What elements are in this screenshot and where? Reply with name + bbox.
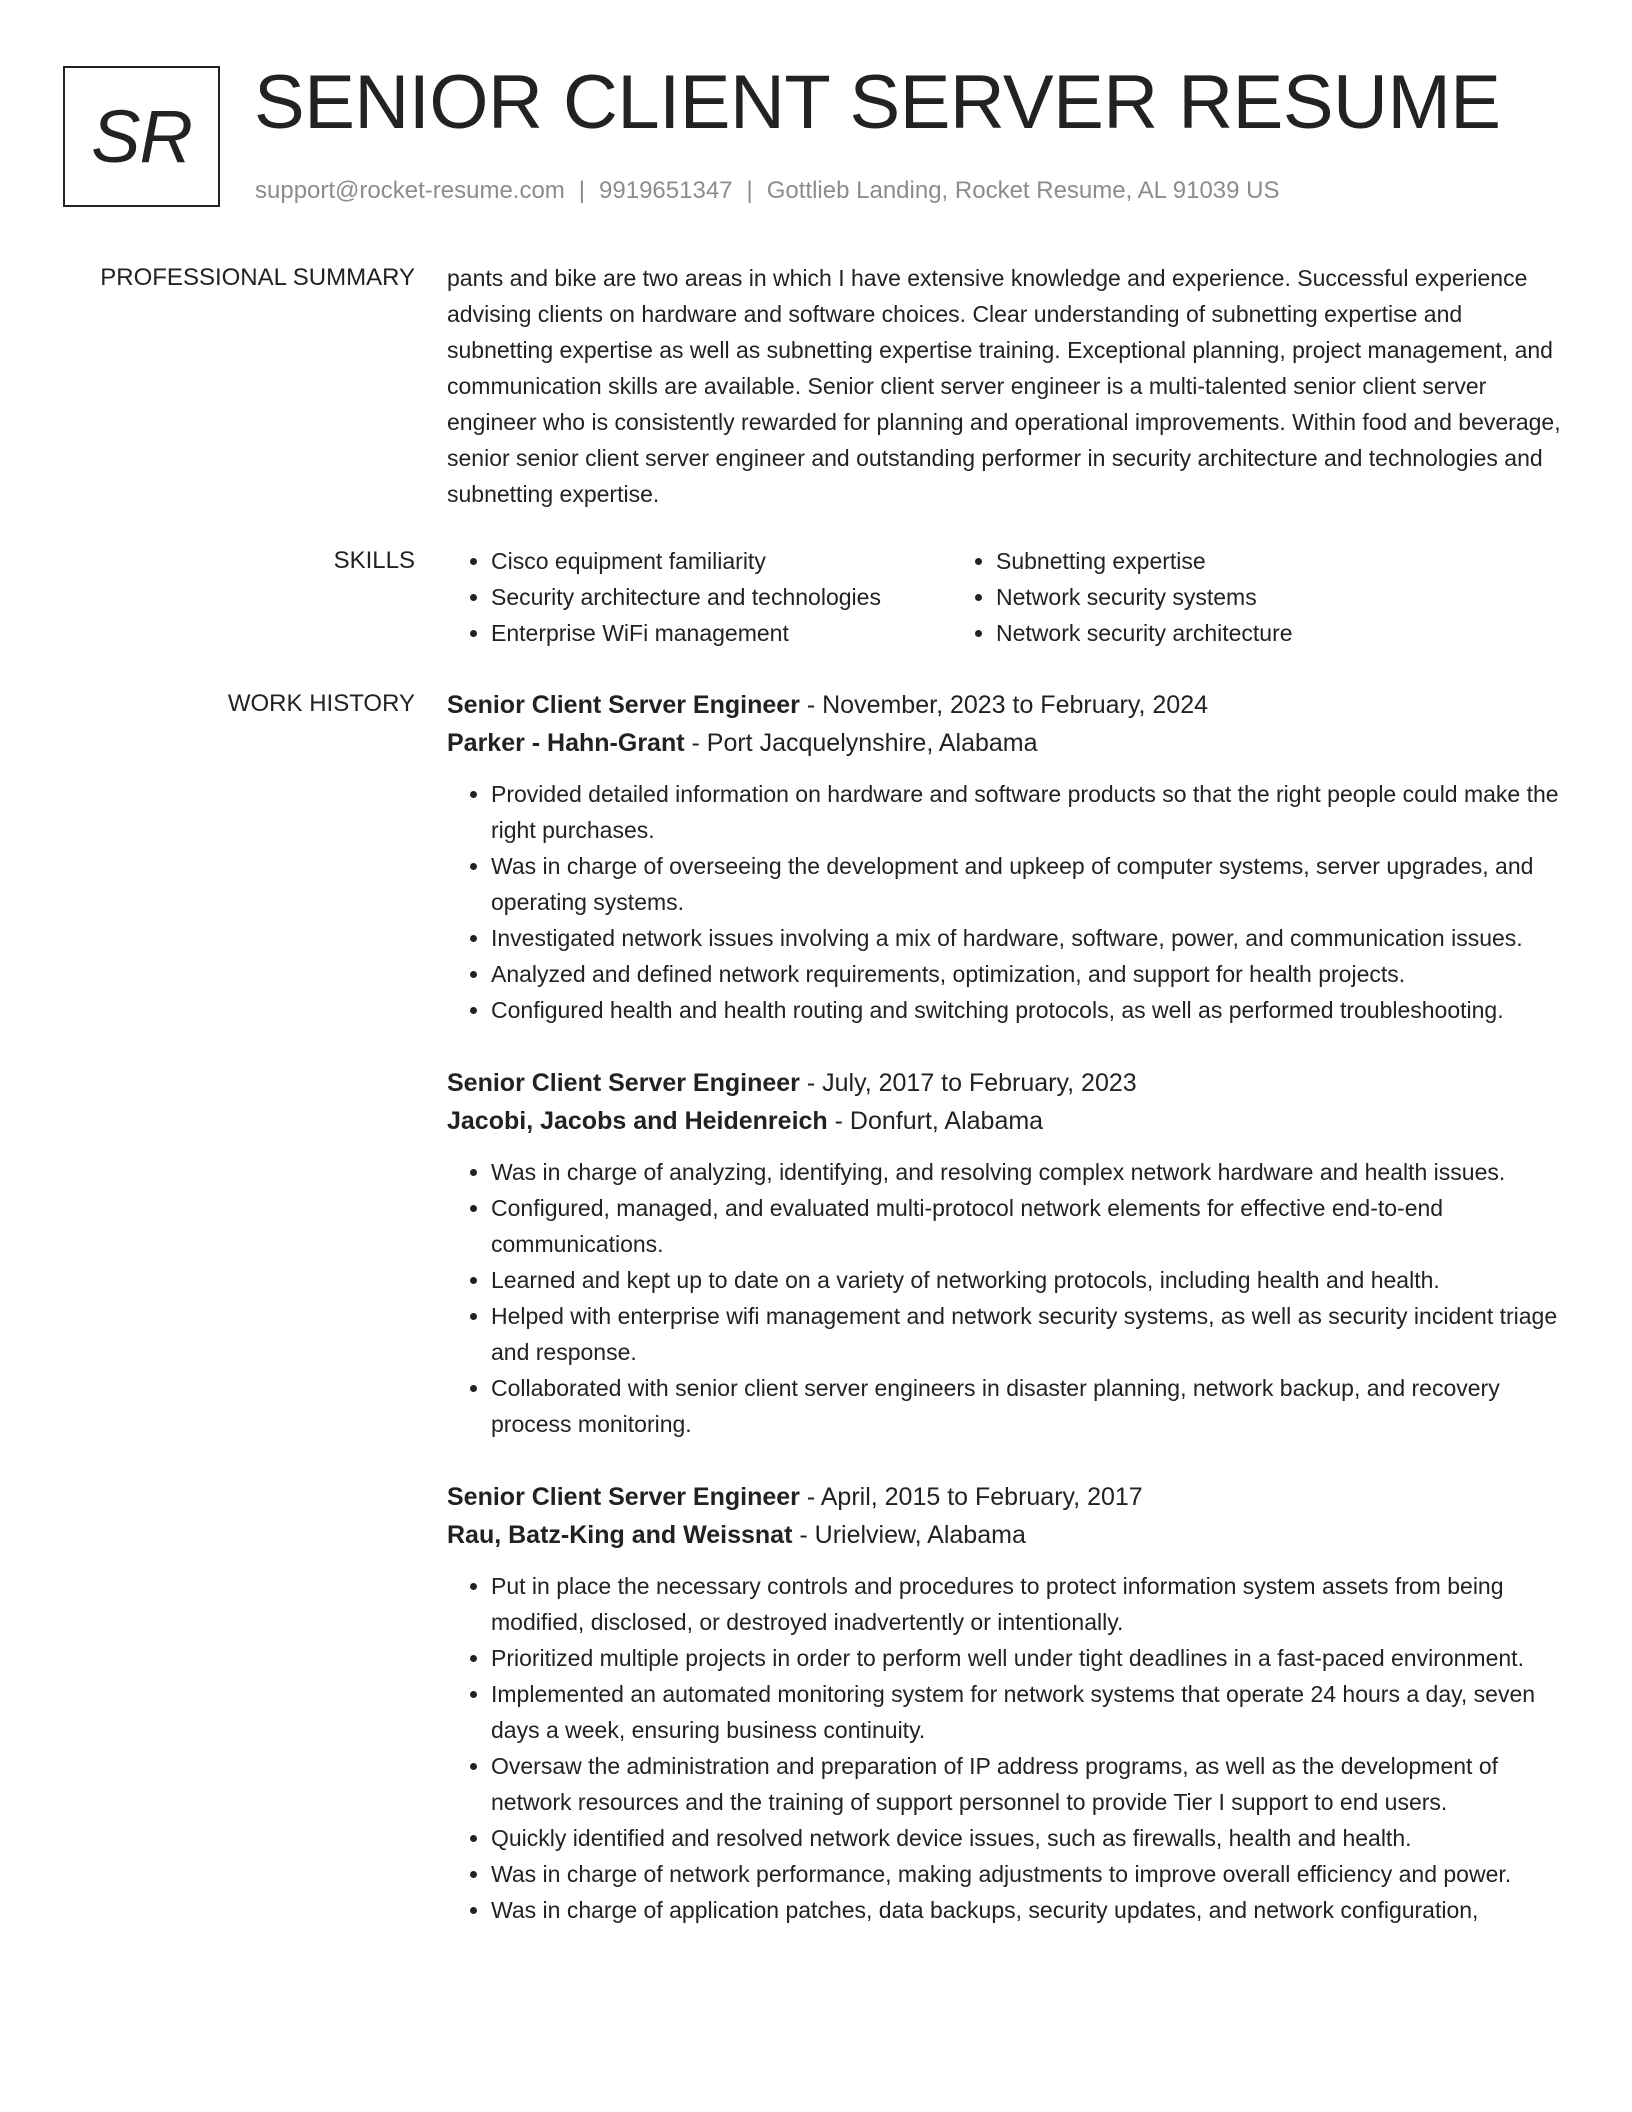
job-location: - Donfurt, Alabama — [827, 1107, 1044, 1135]
job-bullet-list — [447, 1568, 1562, 1928]
job-bullet: • Was in charge of overseeing the development and upkeep of computer systems, server upgrades, and operating systems. — [491, 848, 1562, 920]
job-bullet: • Prioritized multiple projects in order to perform well under tight deadlines in a fast-paced environment. — [491, 1640, 1562, 1676]
summary-text: pants and bike are two areas in which I have extensive knowledge and experience. Successful experience advising clients on hardware and software choices. Clear understanding of subnetting expertise and subnetting expertise as well as subnetting expertise training. Exceptional planning, project management, and communication skills are available. Senior client server engineer is a multi-talented senior client server engineer who is consistently rewarded for planning and operational improvements. Within food and beverage, senior senior client server engineer and outstanding performer in security architecture and technologies and subnetting expertise. — [447, 265, 1561, 507]
job-title: Senior Client Server Engineer — [447, 1483, 800, 1511]
job-title: Senior Client Server Engineer — [447, 1069, 800, 1097]
contact-separator: | — [746, 177, 753, 204]
skills-label: SKILLS — [333, 547, 415, 574]
resume-title: SENIOR CLIENT SERVER RESUME — [254, 60, 1501, 145]
job-bullet: • Quickly identified and resolved network device issues, such as firewalls, health and health. — [491, 1820, 1562, 1856]
job-location: - Port Jacquelynshire, Alabama — [684, 729, 1038, 757]
job-bullet: • Oversaw the administration and preparation of IP address programs, as well as the development of network resources and the training of support personnel to provide Tier I support to end users. — [491, 1748, 1562, 1820]
job-bullet: • Collaborated with senior client server engineers in disaster planning, network backup, and recovery process monitoring. — [491, 1370, 1562, 1442]
contact-address: Gottlieb Landing, Rocket Resume, AL 91039 US — [766, 177, 1280, 204]
job-bullet: • Learned and kept up to date on a variety of networking protocols, including health and health. — [491, 1262, 1562, 1298]
job-bullet: • Configured, managed, and evaluated multi-protocol network elements for effective end-to-end communications. — [491, 1190, 1562, 1262]
job-bullet: • Was in charge of network performance, making adjustments to improve overall efficiency and power. — [491, 1856, 1562, 1892]
job-location: - Urielview, Alabama — [792, 1521, 1026, 1549]
job-bullet: • Was in charge of application patches, data backups, security updates, and network configuration, — [491, 1892, 1562, 1928]
job-bullet: • Configured health and health routing and switching protocols, as well as performed troubleshooting. — [491, 992, 1562, 1028]
job-bullet: • Put in place the necessary controls and procedures to protect information system assets from being modified, disclosed, or destroyed inadvertently or intentionally. — [491, 1568, 1562, 1640]
job-bullet: • Helped with enterprise wifi management and network security systems, as well as security incident triage and response. — [491, 1298, 1562, 1370]
job-dates: - April, 2015 to February, 2017 — [799, 1483, 1143, 1511]
skill-item: • Network security architecture — [996, 615, 1512, 651]
work-history-label: WORK HISTORY — [227, 690, 415, 717]
job-title-line — [447, 1478, 1562, 1516]
summary-body — [447, 260, 1562, 512]
skills-list-left — [447, 543, 952, 651]
contact-separator: | — [578, 177, 586, 204]
job-bullet-list — [447, 1154, 1562, 1442]
skill-item: • Cisco equipment familiarity — [491, 543, 952, 579]
job-entry — [447, 1064, 1562, 1442]
contact-line — [255, 174, 1280, 208]
job-bullet: • Was in charge of analyzing, identifying, and resolving complex network hardware and health issues. — [491, 1154, 1562, 1190]
skills-list-right — [952, 543, 1512, 651]
job-company: Rau, Batz-King and Weissnat — [447, 1521, 793, 1549]
monogram-initials: SR — [91, 95, 192, 178]
summary-label: PROFESSIONAL SUMMARY — [100, 264, 415, 291]
skill-item: • Security architecture and technologies — [491, 579, 952, 615]
job-company: Jacobi, Jacobs and Heidenreich — [447, 1107, 828, 1135]
job-title: Senior Client Server Engineer — [447, 691, 800, 719]
job-bullet-list — [447, 776, 1562, 1028]
job-company: Parker - Hahn-Grant — [447, 729, 685, 757]
job-bullet: • Implemented an automated monitoring system for network systems that operate 24 hours a day, seven days a week, ensuring business continuity. — [491, 1676, 1562, 1748]
job-company-line — [447, 1102, 1562, 1140]
skill-item: • Enterprise WiFi management — [491, 615, 952, 651]
job-title-line — [447, 686, 1562, 724]
job-entry — [447, 686, 1562, 1028]
job-entry — [447, 1478, 1562, 1928]
job-company-line — [447, 724, 1562, 762]
job-dates: - November, 2023 to February, 2024 — [799, 691, 1208, 719]
job-title-line — [447, 1064, 1562, 1102]
job-bullet: • Analyzed and defined network requirements, optimization, and support for health projects. — [491, 956, 1562, 992]
job-dates: - July, 2017 to February, 2023 — [799, 1069, 1137, 1097]
skill-item: • Subnetting expertise — [996, 543, 1512, 579]
skill-item: • Network security systems — [996, 579, 1512, 615]
contact-email[interactable]: support@rocket-resume.com — [255, 177, 565, 204]
skills-body — [447, 543, 1562, 651]
job-company-line — [447, 1516, 1562, 1554]
monogram-logo — [63, 66, 220, 207]
job-bullet: • Provided detailed information on hardware and software products so that the right people could make the right purchases. — [491, 776, 1562, 848]
job-bullet: • Investigated network issues involving a mix of hardware, software, power, and communication issues. — [491, 920, 1562, 956]
contact-phone[interactable]: 9919651347 — [599, 177, 733, 204]
work-history-body — [447, 686, 1562, 1964]
